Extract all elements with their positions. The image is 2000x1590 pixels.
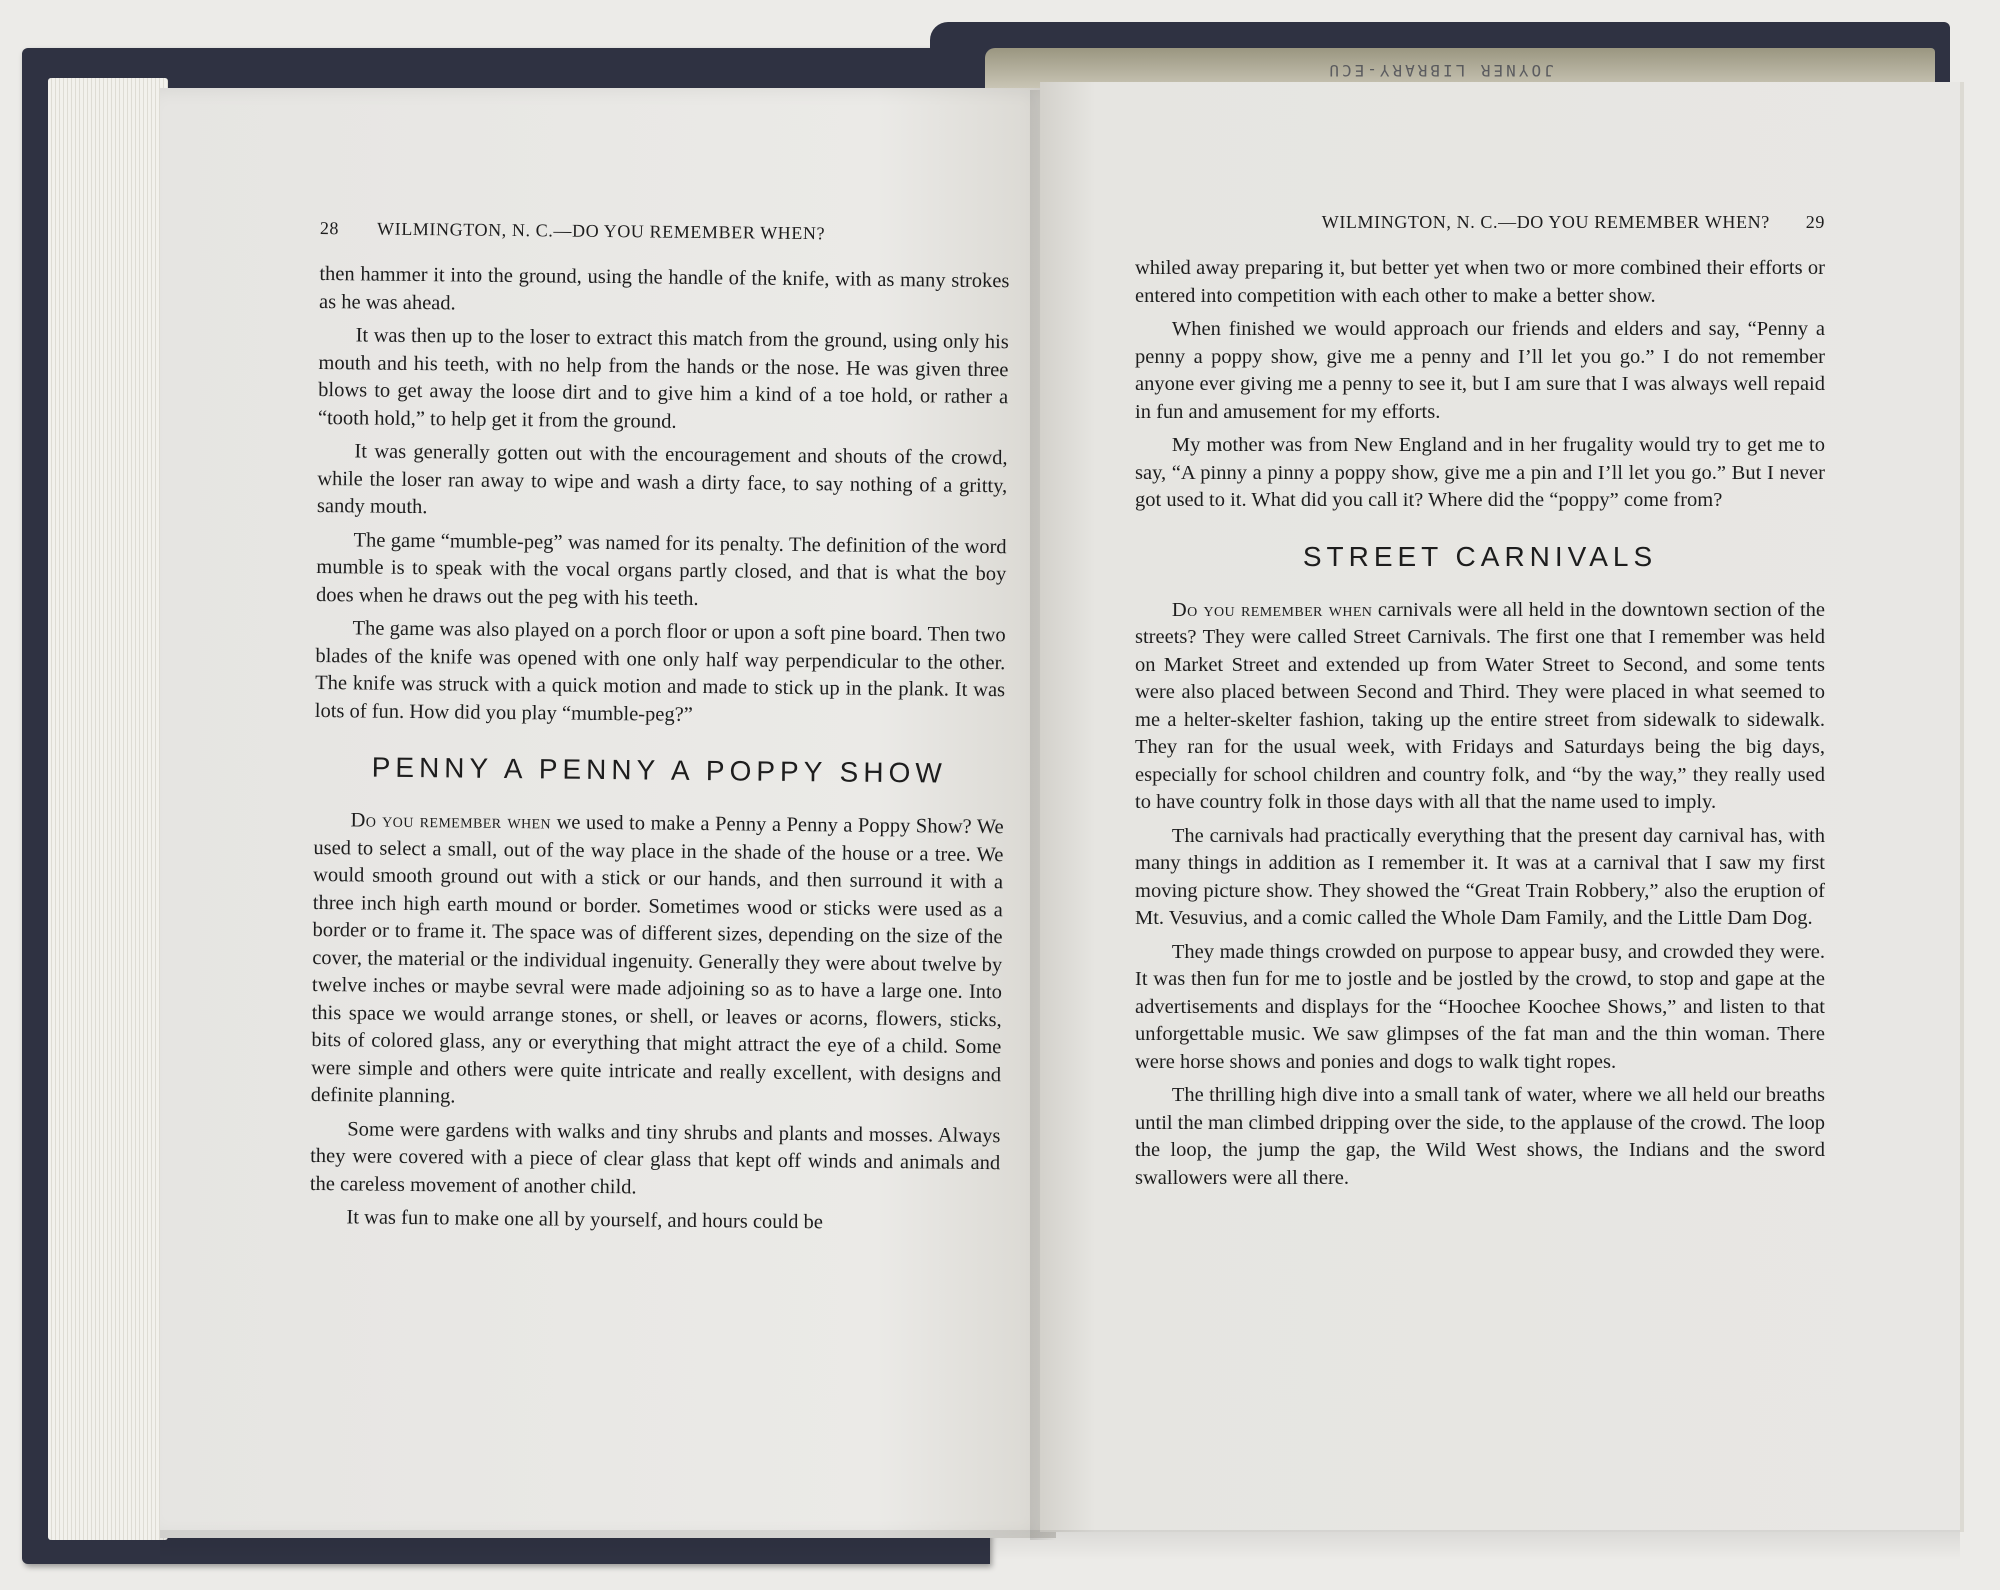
right-page — [1040, 82, 1964, 1532]
running-head-title: WILMINGTON, N. C.—DO YOU REMEMBER WHEN? — [1321, 212, 1770, 232]
running-head — [320, 218, 1010, 246]
paragraph: whiled away preparing it, but better yet when two or more combined their efforts or entered into competition with each other to make a better show. — [1135, 257, 1825, 307]
paragraph — [1135, 597, 1825, 817]
paragraph: The game “mumble-peg” was named for its penalty. The definition of the word mumble is to speak with the vocal organs partly closed, and that is what the boy does when he draws out the peg with his teeth. — [315, 528, 1007, 610]
paragraph — [311, 807, 1004, 1117]
section-heading: STREET CARNIVALS — [1302, 540, 1658, 572]
paragraph: It was fun to make one all by yourself, and hours could be — [346, 1206, 824, 1234]
bottom-shadow — [160, 1530, 1960, 1560]
running-head — [1135, 212, 1825, 233]
paragraph: It was generally gotten out with the encouragement and shouts of the crowd, while the loser ran away to wipe and wash a dirty face, to say nothing of a gritty, sandy mouth. — [316, 440, 1008, 519]
left-page — [160, 88, 1056, 1538]
paragraph: My mother was from New England and in her frugality would try to get me to say, “A pinny a pinny a poppy show, give me a pin and I’ll let you go.” But I never got used to it. What did you call it? Where did the “poppy” come from? — [1135, 434, 1825, 511]
paragraph-text: we used to make a Penny a Penny a Poppy Show? We used to select a small, out of the way place in the shade of the house or a tree. We would smooth ground out with a stick or our hands, and then surround it with a three inch high earth mound or border. Sometimes wood or sticks were used as a border or to frame it. The space was of different sizes, depending on the size of the cover, the material or the individual ingenuity. Generally they were about twelve by twelve inches or maybe sevral were made adjoining so as to have a large one. Into this space we would arrange stones, or shell, or leaves or acorns, flowers, sticks, bits of colored glass, any or everything that might attract the eye of a child. Some were simple and others were quite intricate and really excellent, with designs and definite planning. — [310, 811, 1004, 1108]
page-number: 29 — [1805, 212, 1825, 232]
section-heading: PENNY A PENNY A POPPY SHOW — [371, 751, 947, 789]
paragraph: The game was also played on a porch floor or upon a soft pine board. Then two blades of the knife was opened with one only half way perpendicular to the other. The knife was struck with a quick motion and made to stick up in the plank. It was lots of fun. How did you play “mumble-peg?” — [314, 617, 1006, 726]
paragraph-text: carnivals were all held in the downtown section of the streets? They were called Street Carnivals. The first one that I remember was held on Market Street and extended up from Water Street to Second, and some tents were also placed between Second and Third. They were placed in what seemed to me a helter-skelter fashion, taking up the entire street from sidewalk to sidewalk. They ran for the usual week, with Fridays and Saturdays being the big days, especially for school children and country folk, and “by the way,” they really used to have country folk in those days with all that the name used to imply. — [1135, 598, 1825, 813]
lead-in: Do you remember when — [1171, 598, 1373, 621]
paragraph: It was then up to the loser to extract this match from the ground, using only his mouth and his teeth, with no help from the hands or the nose. He was given three blows to get away the loose dirt and to give him a kind of a toe hold, or rather a “tooth hold,” to help get it from the ground. — [317, 324, 1009, 433]
page-number: 28 — [319, 218, 340, 239]
paragraph: They made things crowded on purpose to appear busy, and crowded they were. It was then fun for me to jostle and be jostled by the crowd, to stop and gape at the advertisements and displays for the “Hoochee Koochee Shows,” and listen to that unforgettable music. We saw glimpses of the fat man and the thin woman. There were horse shows and ponies and dogs to walk tight ropes. — [1135, 940, 1825, 1073]
running-head-title: WILMINGTON, N. C.—DO YOU REMEMBER WHEN? — [376, 218, 826, 244]
lead-in: Do you remember when — [350, 809, 552, 834]
paragraph: then hammer it into the ground, using the handle of the knife, with as many strokes as he was ahead. — [319, 262, 1010, 314]
paragraph: The carnivals had practically everything that the present day carnival has, with many things in addition as I remember it. It was at a carnival that I saw my first moving picture show. They showed the “Great Train Robbery,” also the eruption of Mt. Vesuvius, and a comic called the Whole Dam Family, and the Little Dam Dog. — [1135, 824, 1825, 929]
page-edges — [48, 78, 168, 1540]
paragraph: The thrilling high dive into a small tank of water, where we all held our breaths until the man climbed dripping over the side, to the applause of the crowd. The loop the loop, the jump the gap, the Wild West shows, the Indians and the sword swallowers were all there. — [1135, 1084, 1825, 1189]
paragraph: Some were gardens with walks and tiny shrubs and plants and mosses. Always they were covered with a piece of clear glass that kept off winds and animals and the careless movement of another child. — [309, 1117, 1001, 1198]
library-stamp: JOYNER LIBRARY-ECU — [1326, 61, 1554, 80]
paragraph: When finished we would approach our friends and elders and say, “Penny a penny a poppy show, give me a penny and I’ll let you go.” I do not remember anyone ever giving me a penny to see it, but I am sure that I was always well repaid in fun and amusement for my efforts. — [1135, 318, 1825, 423]
